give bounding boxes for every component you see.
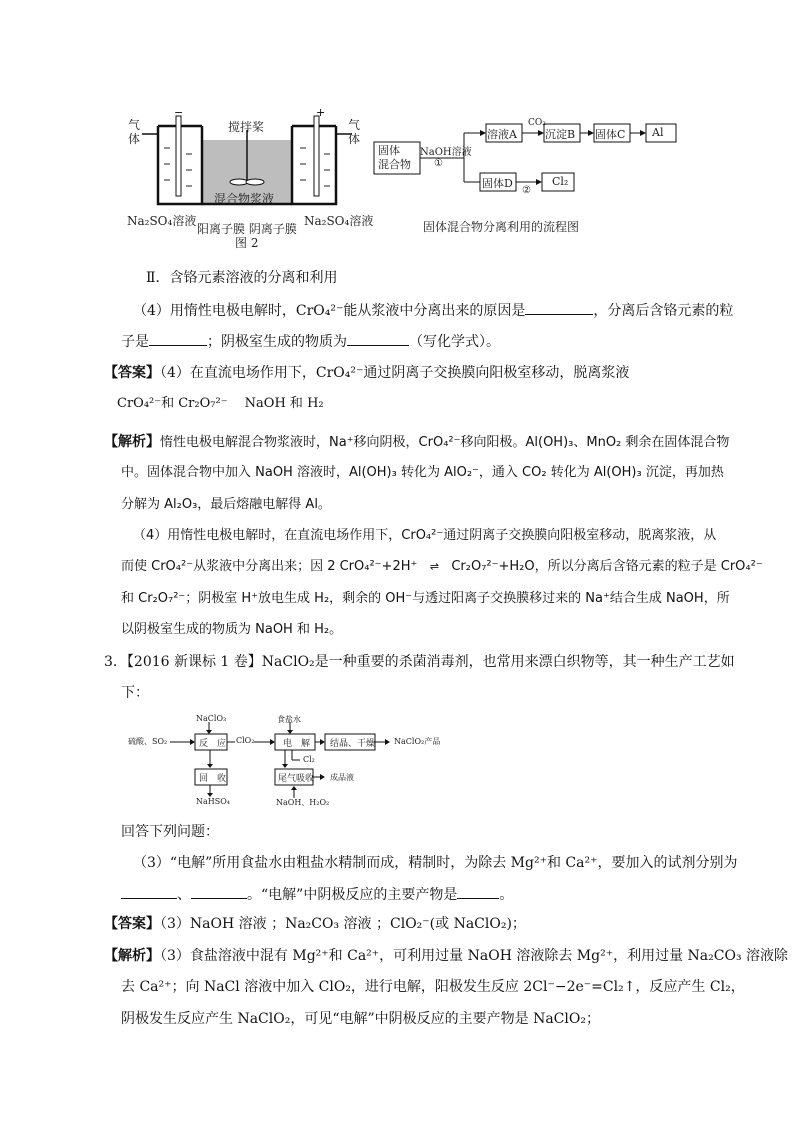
question-3-sub-line-2 xyxy=(121,884,513,905)
equation-left: 而使 CrO₄²⁻从浆液中分离出来；因 2 CrO₄²⁻+2H⁺ xyxy=(121,559,418,574)
analysis-1-line-4: （4）用惰性电极电解时，在直流电场作用下，CrO₄²⁻通过阴离子交换膜向阳极室移动，脱离浆液，从 xyxy=(133,528,717,543)
figure-2-label: 图 2 xyxy=(235,236,259,250)
crystallize-box-label: 结晶、干燥 xyxy=(330,739,376,749)
analysis-text: （3）食盐溶液中混有 Mg²⁺和 Ca²⁺，可利用过量 NaOH 溶液除去 Mg²⁺，利用过量 Na₂CO₃ 溶液除 xyxy=(160,948,789,964)
analysis-text: 惰性电极电解混合物浆液时，Na⁺移向阴极，CrO₄²⁻移向阳极。Al(OH)₃、MnO₂ 剩余在固体混合物 xyxy=(160,435,730,450)
co2-label: CO₂ xyxy=(528,118,546,128)
step1-label: ① xyxy=(434,158,443,169)
answer-blank[interactable] xyxy=(457,884,499,899)
answer-blank[interactable] xyxy=(347,331,409,346)
tail-gas-box-label: 尾气吸收 xyxy=(278,774,315,784)
solution-a-label: 溶液A xyxy=(487,128,517,141)
answer-blank[interactable] xyxy=(149,331,207,346)
recover-box-label: 回 收 xyxy=(199,774,227,784)
q4-text-e: （写化学式）。 xyxy=(409,334,500,350)
analysis-label: 【解析】 xyxy=(104,948,160,964)
product-label: NaClO₂产品 xyxy=(394,737,441,746)
svg-text:+: + xyxy=(316,108,326,119)
flowchart-1-caption: 固体混合物分离利用的流程图 xyxy=(423,220,580,234)
answer-text: （4）在直流电场作用下，CrO₄²⁻通过阴离子交换膜向阳极室移动，脱离浆液 xyxy=(160,365,630,381)
answer-2 xyxy=(104,914,526,934)
answer-blank[interactable] xyxy=(191,884,247,899)
answer-prompt: 回答下列问题： xyxy=(121,824,219,840)
al-label: Al xyxy=(652,126,664,139)
salt-water-label: 食盐水 xyxy=(277,715,301,724)
analysis-1-line-7: 以阴极室生成的物质为 NaOH 和 H₂。 xyxy=(121,622,343,637)
slurry-label: 混合物浆液 xyxy=(214,192,275,206)
solid-d-label: 固体D xyxy=(482,177,513,190)
equilibrium-arrow-icon: ⇌ xyxy=(429,559,439,573)
naoh-label: NaOH溶液 xyxy=(420,147,472,158)
q4-text-d: ；阴极室生成的物质为 xyxy=(207,334,347,350)
gas-left-label: 气 体 xyxy=(128,118,141,146)
naclo3-label: NaClO₃ xyxy=(196,714,227,723)
question-4-line-2 xyxy=(121,331,500,352)
q4-text-a: （4）用惰性电极电解时，CrO₄²⁻能从浆液中分离出来的原因是 xyxy=(133,303,526,319)
na2so4-right-label: Na₂SO₄溶液 xyxy=(304,214,374,228)
q4-text-b: ，分离后含铬元素的粒 xyxy=(593,303,734,319)
q3-text-end: 。 xyxy=(499,887,514,903)
cl2-label: Cl₂ xyxy=(552,175,569,188)
q4-text-c: 子是 xyxy=(121,334,149,350)
so2-input-label: 硫酸、SO₂ xyxy=(128,737,168,746)
naoh-h2o2-label: NaOH、H₂O₂ xyxy=(276,798,330,807)
answer-text: （3）NaOH 溶液 ；Na₂CO₃ 溶液 ；ClO₂⁻(或 NaClO₂)； xyxy=(160,916,526,932)
separator: 、 xyxy=(177,887,191,903)
answer-blank[interactable] xyxy=(121,884,177,899)
q3-text-b: 。“电解”中阴极反应的主要产物是 xyxy=(247,887,458,903)
solid-mixture-box-label: 固体 混合物 xyxy=(378,144,411,171)
precipitate-b-label: 沉淀B xyxy=(545,128,576,141)
na2so4-left-label: Na₂SO₄溶液 xyxy=(127,214,197,228)
answer-label: 【答案】 xyxy=(104,365,160,381)
question-3-head: 3．【2016 新课标 1 卷】NaClO₂是一种重要的杀菌消毒剂，也常用来漂白织物等，其一种生产工艺如 xyxy=(104,654,735,670)
question-3-sub-line-1: （3）“电解”所用食盐水由粗盐水精制而成，精制时，为除去 Mg²⁺和 Ca²⁺，要加入的试剂分别为 xyxy=(133,855,738,871)
membrane-labels: 阳离子膜 阴离子膜 xyxy=(197,222,297,236)
step2-label: ② xyxy=(522,185,531,196)
equation-right: Cr₂O₇²⁻+H₂O，所以分离后含铬元素的粒子是 CrO₄²⁻ xyxy=(451,559,763,574)
answer-1-line-2: CrO₄²⁻和 Cr₂O₇²⁻ NaOH 和 H₂ xyxy=(117,396,324,411)
question-4-line-1 xyxy=(133,300,733,321)
svg-text:−: − xyxy=(174,108,184,119)
react-box-label: 反 应 xyxy=(199,739,227,749)
analysis-2-line-2: 去 Ca²⁺；向 NaCl 溶液中加入 ClO₂，进行电解，阳极发生反应 2Cl⁻−2e⁻=Cl₂↑，反应产生 Cl₂， xyxy=(121,979,745,995)
clo2-label: ClO₂ xyxy=(236,736,255,745)
answer-1 xyxy=(104,363,629,383)
analysis-1-line-5 xyxy=(121,557,763,577)
analysis-1-line-1 xyxy=(104,432,729,453)
analysis-2-line-1 xyxy=(104,946,788,966)
analysis-1-line-3: 分解为 Al₂O₃，最后熔融电解得 Al。 xyxy=(121,497,331,512)
analysis-1-line-2: 中。固体混合物中加入 NaOH 溶液时，Al(OH)₃ 转化为 AlO₂⁻，通入 CO₂ 转化为 Al(OH)₃ 沉淀，再加热 xyxy=(121,465,724,480)
cl2-out-label: Cl₂ xyxy=(303,755,315,764)
answer-label: 【答案】 xyxy=(104,916,160,932)
answer-blank[interactable] xyxy=(525,300,593,315)
stirrer-label: 搅拌桨 xyxy=(228,120,265,134)
analysis-label: 【解析】 xyxy=(104,434,160,450)
analysis-1-line-6: 和 Cr₂O₇²⁻；阴极室 H⁺放电生成 H₂，剩余的 OH⁻与透过阳离子交换膜移过来的 Na⁺结合生成 NaOH，所 xyxy=(121,591,730,606)
section-2-title: Ⅱ．含铬元素溶液的分离和利用 xyxy=(146,270,338,286)
question-3-head-2: 下： xyxy=(121,685,149,701)
nahso4-label: NaHSO₄ xyxy=(196,797,230,806)
electrolysis-box-label: 电 解 xyxy=(283,739,311,749)
gas-right-label: 气 体 xyxy=(348,118,361,146)
analysis-2-line-3: 阴极发生反应产生 NaClO₂，可见“电解”中阴极反应的主要产物是 NaClO₂； xyxy=(121,1011,600,1027)
solid-c-label: 固体C xyxy=(595,128,626,141)
finished-liquid-label: 成品液 xyxy=(330,773,354,782)
